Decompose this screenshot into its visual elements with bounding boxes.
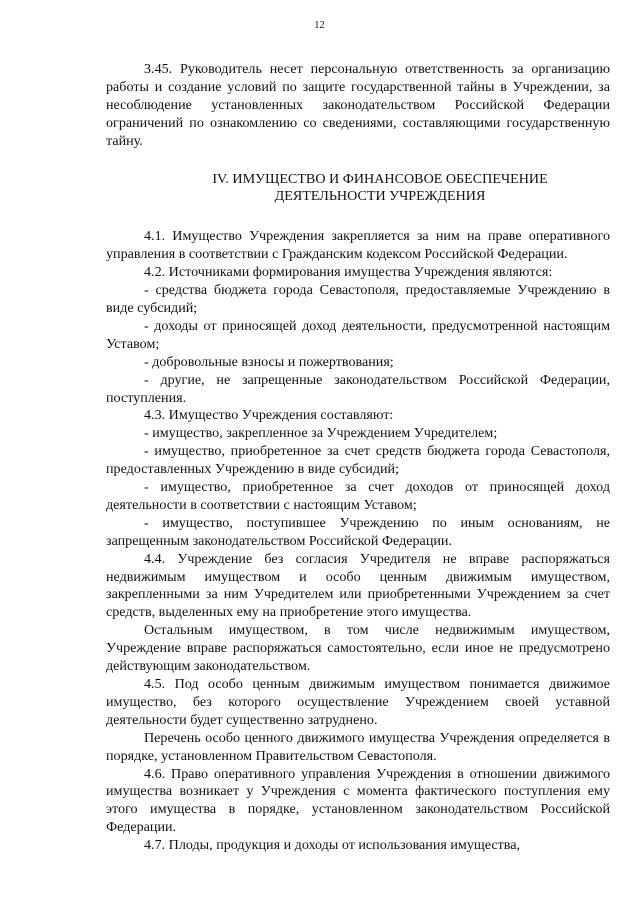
list-item-donations: - добровольные взносы и пожертвования; <box>144 353 394 370</box>
list-item-other-property: - имущество, поступившее Учреждению по иным основаниям, не запрещенным законодательством Российской Федерации. <box>106 514 610 549</box>
section-heading <box>106 171 610 207</box>
section-title-line-2: ДЕЯТЕЛЬНОСТИ УЧРЕЖДЕНИЯ <box>274 188 486 205</box>
paragraph-4-3: 4.3. Имущество Учреждения составляют: <box>144 407 394 424</box>
list-item-budget-property: - имущество, приобретенное за счет средств бюджета города Севастополя, предоставленных Учреждению в виде субсидий; <box>106 443 610 478</box>
paragraph-3-45: 3.45. Руководитель несет персональную ответственность за организацию работы и создание условий по защите государственной тайны в Учреждении, за несоблюдение установленных законодательством Российской Федерации ограничений по ознакомлению со сведениями, составляющими государственную тайну. <box>106 61 610 149</box>
list-item-founder-property: - имущество, закрепленное за Учреждением Учредителем; <box>144 425 498 442</box>
paragraph-4-5-list: Перечень особо ценного движимого имущества Учреждения определяется в порядке, установленном Правительством Севастополя. <box>106 729 610 764</box>
paragraph-4-7: 4.7. Плоды, продукция и доходы от использования имущества, <box>144 837 521 854</box>
list-item-other-receipts: - другие, не запрещенные законодательством Российской Федерации, поступления. <box>106 371 610 406</box>
list-item-budget-funds: - средства бюджета города Севастополя, предоставляемые Учреждению в виде субсидий; <box>106 282 610 316</box>
page-number: 12 <box>314 20 325 31</box>
paragraph-4-2: 4.2. Источниками формирования имущества Учреждения являются: <box>144 264 553 281</box>
paragraph-4-5: 4.5. Под особо ценным движимым имуществом понимается движимое имущество, без которого осуществление Учреждением своей уставной деятельности будет существенно затруднено. <box>106 676 610 728</box>
paragraph-4-4: 4.4. Учреждение без согласия Учредителя не вправе распоряжаться недвижимым имуществом и особо ценным движимым имуществом, закрепленными за ним Учредителем или приобретенными Учреждением за счет средств, выделенных ему на приобретение этого имущества. <box>106 550 610 621</box>
paragraph-4-6: 4.6. Право оперативного управления Учреждения в отношении движимого имущества возникает у Учреждения с момента фактического поступления ему этого имущества в порядке, установленном законодательством Российской Федерации. <box>106 765 610 836</box>
paragraph-4-1: 4.1. Имущество Учреждения закрепляется за ним на праве оперативного управления в соответствии с Гражданским кодексом Российской Федерации. <box>106 228 610 263</box>
section-title-line-1: IV. ИМУЩЕСТВО И ФИНАНСОВОЕ ОБЕСПЕЧЕНИЕ <box>212 170 548 187</box>
list-item-income: - доходы от приносящей доход деятельности, предусмотренной настоящим Уставом; <box>106 317 610 352</box>
list-item-income-property: - имущество, приобретенное за счет доходов от приносящей доход деятельности в соответствии с настоящим Уставом; <box>106 479 610 513</box>
document-body <box>106 61 610 855</box>
paragraph-4-4-other: Остальным имуществом, в том числе недвижимым имуществом, Учреждение вправе распоряжаться самостоятельно, если иное не предусмотрено действующим законодательством. <box>106 622 610 675</box>
